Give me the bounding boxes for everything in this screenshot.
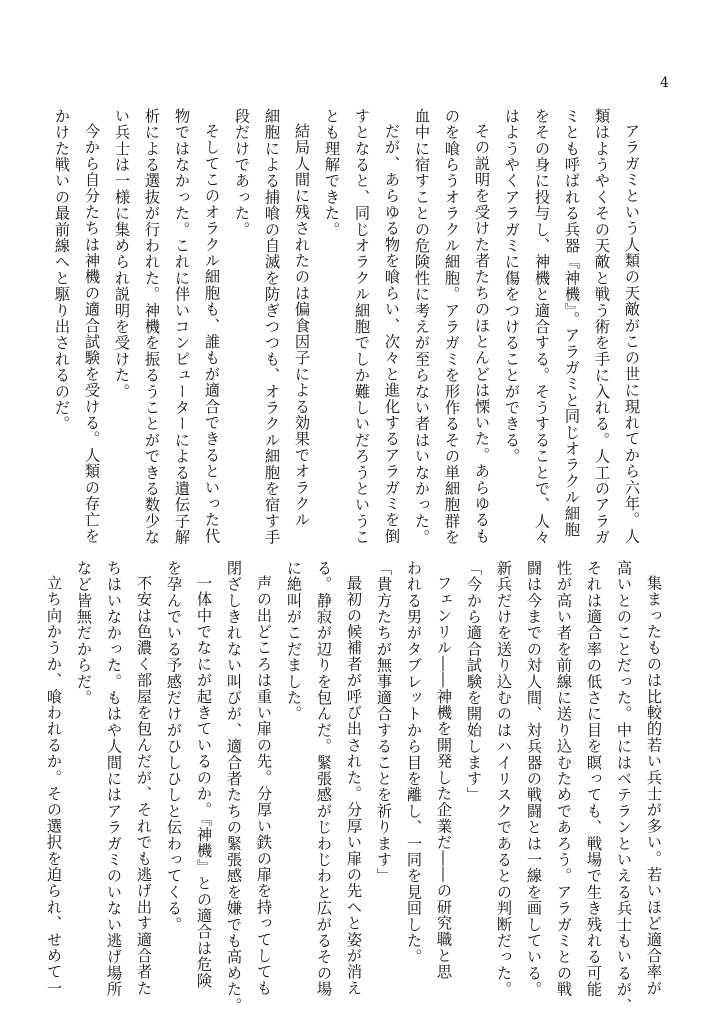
text-line: 立ち向かうか、喰われるか。その選択を迫られ、せめて一 bbox=[45, 575, 63, 997]
text-line: 閉ざしきれない叫びが、適合者たちの緊張感を嫌でも高めた。 bbox=[225, 560, 243, 1014]
text-line: ミとも呼ばれる兵器『神機』。アラガミと同じオラクル細胞 bbox=[563, 108, 581, 538]
text-line: 集まったものは比較的若い兵士が多い。若いほど適合率が bbox=[645, 575, 663, 997]
text-line: ちはいなかった。もはや人間にはアラガミのいない逃げ場所 bbox=[105, 560, 123, 998]
text-line: る。静寂が辺りを包んだ。緊張感がじわじわと広がるその場 bbox=[315, 560, 333, 998]
text-line: い兵士は一様に集められ説明を受けた。 bbox=[113, 108, 131, 400]
text-line: のを喰らうオラクル細胞。アラガミを形作るその単細胞群を bbox=[443, 108, 461, 546]
text-line: フェンリル――神機を開発した企業だ――の研究職と思 bbox=[435, 575, 453, 980]
text-line: 結局人間に残されたのは偏食因子による効果でオラクル bbox=[293, 123, 311, 528]
text-line: 析による選抜が行われた。神機を振るうことができる数少な bbox=[143, 108, 161, 546]
text-line: かけた戦いの最前線へと駆り出されるのだ。 bbox=[53, 108, 71, 432]
text-line: だが、あらゆる物を喰らい、次々と進化するアラガミを倒 bbox=[383, 123, 401, 545]
text-line: など皆無だからだ。 bbox=[75, 560, 93, 706]
text-line: 最初の候補者が呼び出された。分厚い扉の先へと姿が消え bbox=[345, 575, 363, 997]
text-block-top bbox=[47, 108, 647, 548]
text-line: 一体中でなにが起きているのか。『神機』との適合は危険 bbox=[195, 575, 213, 989]
text-line: 闘は今までの対人間、対兵器の戦闘とは一線を画している。 bbox=[525, 560, 543, 998]
text-line: 不安は色濃く部屋を包んだが、それでも逃げ出す適合者た bbox=[135, 575, 153, 997]
text-line: 「貴方たちが無事適合することを祈ります」 bbox=[375, 560, 393, 884]
text-line: われる男がタブレットから目を離し、一同を見回した。 bbox=[405, 560, 423, 965]
text-line: を孕んでいる予感だけがひしひしと伝わってくる。 bbox=[165, 560, 183, 933]
text-line: それは適合率の低さに目を瞑っても、戦場で生き残れる可能 bbox=[585, 560, 603, 998]
text-line: アラガミという人類の天敵がこの世に現れてから六年。人 bbox=[623, 123, 641, 545]
text-line: その説明を受けた者たちのほとんどは慄いた。あらゆるも bbox=[473, 123, 491, 545]
text-line: とも理解できた。 bbox=[323, 108, 341, 238]
text-line: そしてこのオラクル細胞も、誰もが適合できるといった代 bbox=[203, 123, 221, 545]
text-line: 物ではなかった。これに伴いコンピューターによる遺伝子解 bbox=[173, 108, 191, 546]
page-number: 4 bbox=[660, 75, 669, 91]
text-line: 性が高い者を前線に送り込むためであろう。アラガミとの戦 bbox=[555, 560, 573, 998]
text-line: をその身に投与し、神機と適合する。そうすることで、人々 bbox=[533, 108, 551, 546]
text-line: 新兵だけを送り込むのはハイリスクであるとの判断だった。 bbox=[495, 560, 513, 998]
text-line: 細胞による捕喰の自滅を防ぎつつも、オラクル細胞を宿す手 bbox=[263, 108, 281, 546]
text-line: 血中に宿すことの危険性に考えが至らない者はいなかった。 bbox=[413, 108, 431, 546]
text-line: 高いとのことだった。中にはベテランといえる兵士もいるが、 bbox=[615, 560, 633, 1014]
text-line: すとなると、同じオラクル細胞でしか難しいだろうというこ bbox=[353, 108, 371, 546]
text-line: 声の出どころは重い扉の先。分厚い鉄の扉を持ってしても bbox=[255, 575, 273, 997]
text-block-bottom bbox=[39, 560, 669, 1020]
text-line: 「今から適合試験を開始します」 bbox=[465, 560, 483, 803]
text-line: はようやくアラガミに傷をつけることができる。 bbox=[503, 108, 521, 465]
text-line: 段だけであった。 bbox=[233, 108, 251, 238]
text-line: 類はようやくその天敵と戦う術を手に入れる。人工のアラガ bbox=[593, 108, 611, 546]
text-line: に絶叫がこだました。 bbox=[285, 560, 303, 722]
text-line: 今から自分たちは神機の適合試験を受ける。人類の存亡を bbox=[83, 123, 101, 545]
